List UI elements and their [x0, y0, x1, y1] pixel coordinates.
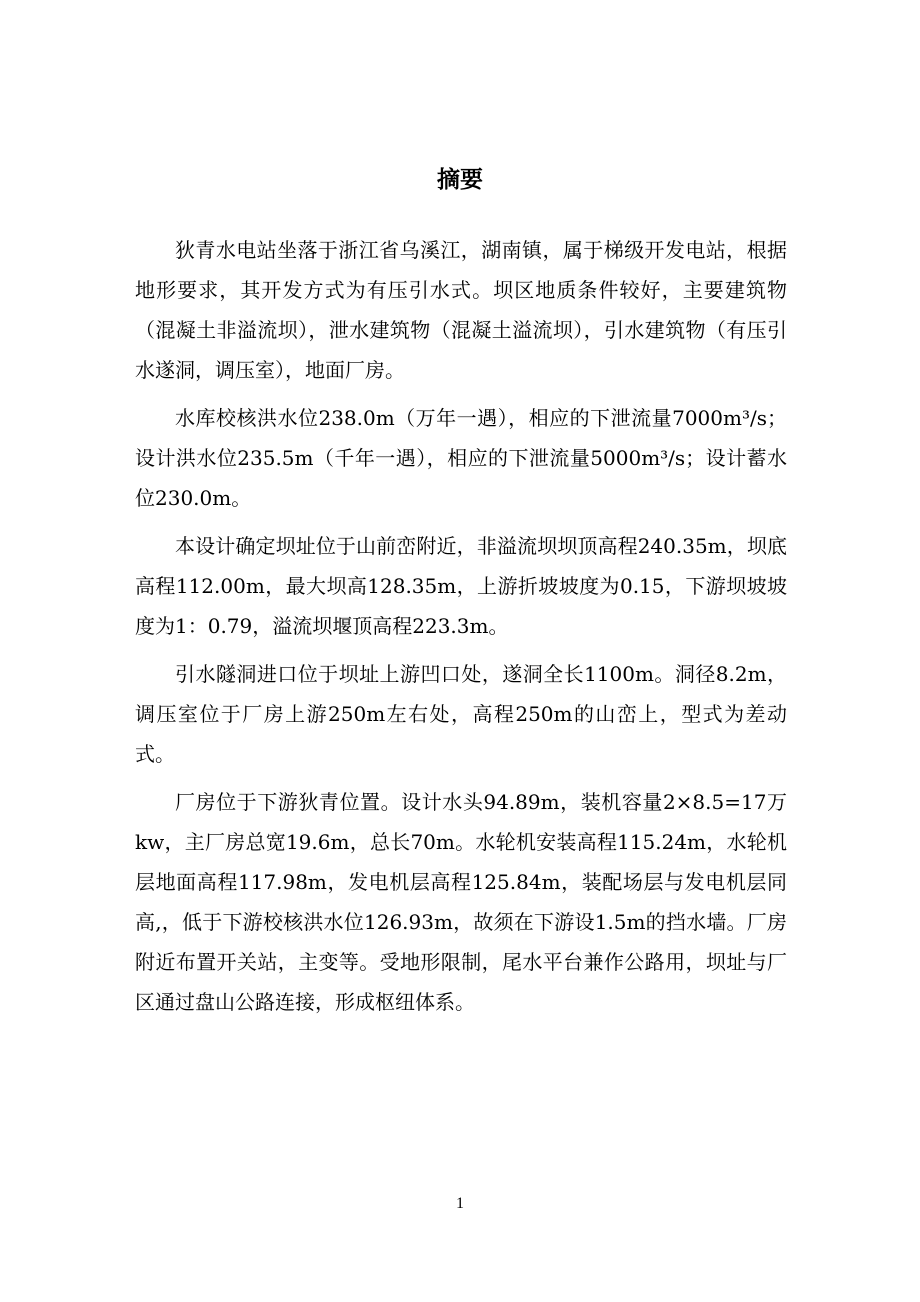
page-number: 1: [456, 1195, 464, 1212]
abstract-body: [135, 230, 787, 1030]
paragraph-tunnel: 引水隧洞进口位于坝址上游凹口处，遂洞全长1100m。洞径8.2m，调压室位于厂房上游250m左右处，高程250m的山峦上，型式为差动式。: [135, 662, 787, 766]
paragraph-flood-levels: 水库校核洪水位238.0m（万年一遇），相应的下泄流量7000m³/s；设计洪水位235.5m（千年一遇），相应的下泄流量5000m³/s；设计蓄水位230.0m。: [135, 406, 787, 510]
page-title: 摘要: [437, 167, 483, 193]
paragraph-overview: 狄青水电站坐落于浙江省乌溪江，湖南镇，属于梯级开发电站，根据地形要求，其开发方式为有压引水式。坝区地质条件较好，主要建筑物（混凝土非溢流坝），泄水建筑物（混凝土溢流坝），引水建筑物（有压引水遂洞，调压室），地面厂房。: [135, 238, 787, 382]
paragraph-powerhouse: 厂房位于下游狄青位置。设计水头94.89m，装机容量2×8.5=17万kw，主厂房总宽19.6m，总长70m。水轮机安装高程115.24m，水轮机层地面高程117.98m，发电机层高程125.84m，装配场层与发电机层同高,，低于下游校核洪水位126.93m，故须在下游设1.5m的挡水墙。厂房附近布置开关站，主变等。受地形限制，尾水平台兼作公路用，坝址与厂区通过盘山公路连接，形成枢纽体系。: [135, 790, 787, 1014]
paragraph-dam-design: 本设计确定坝址位于山前峦附近，非溢流坝坝顶高程240.35m，坝底高程112.00m，最大坝高128.35m，上游折坡坡度为0.15，下游坝坡坡度为1：0.79，溢流坝堰顶高程223.3m。: [135, 534, 787, 638]
